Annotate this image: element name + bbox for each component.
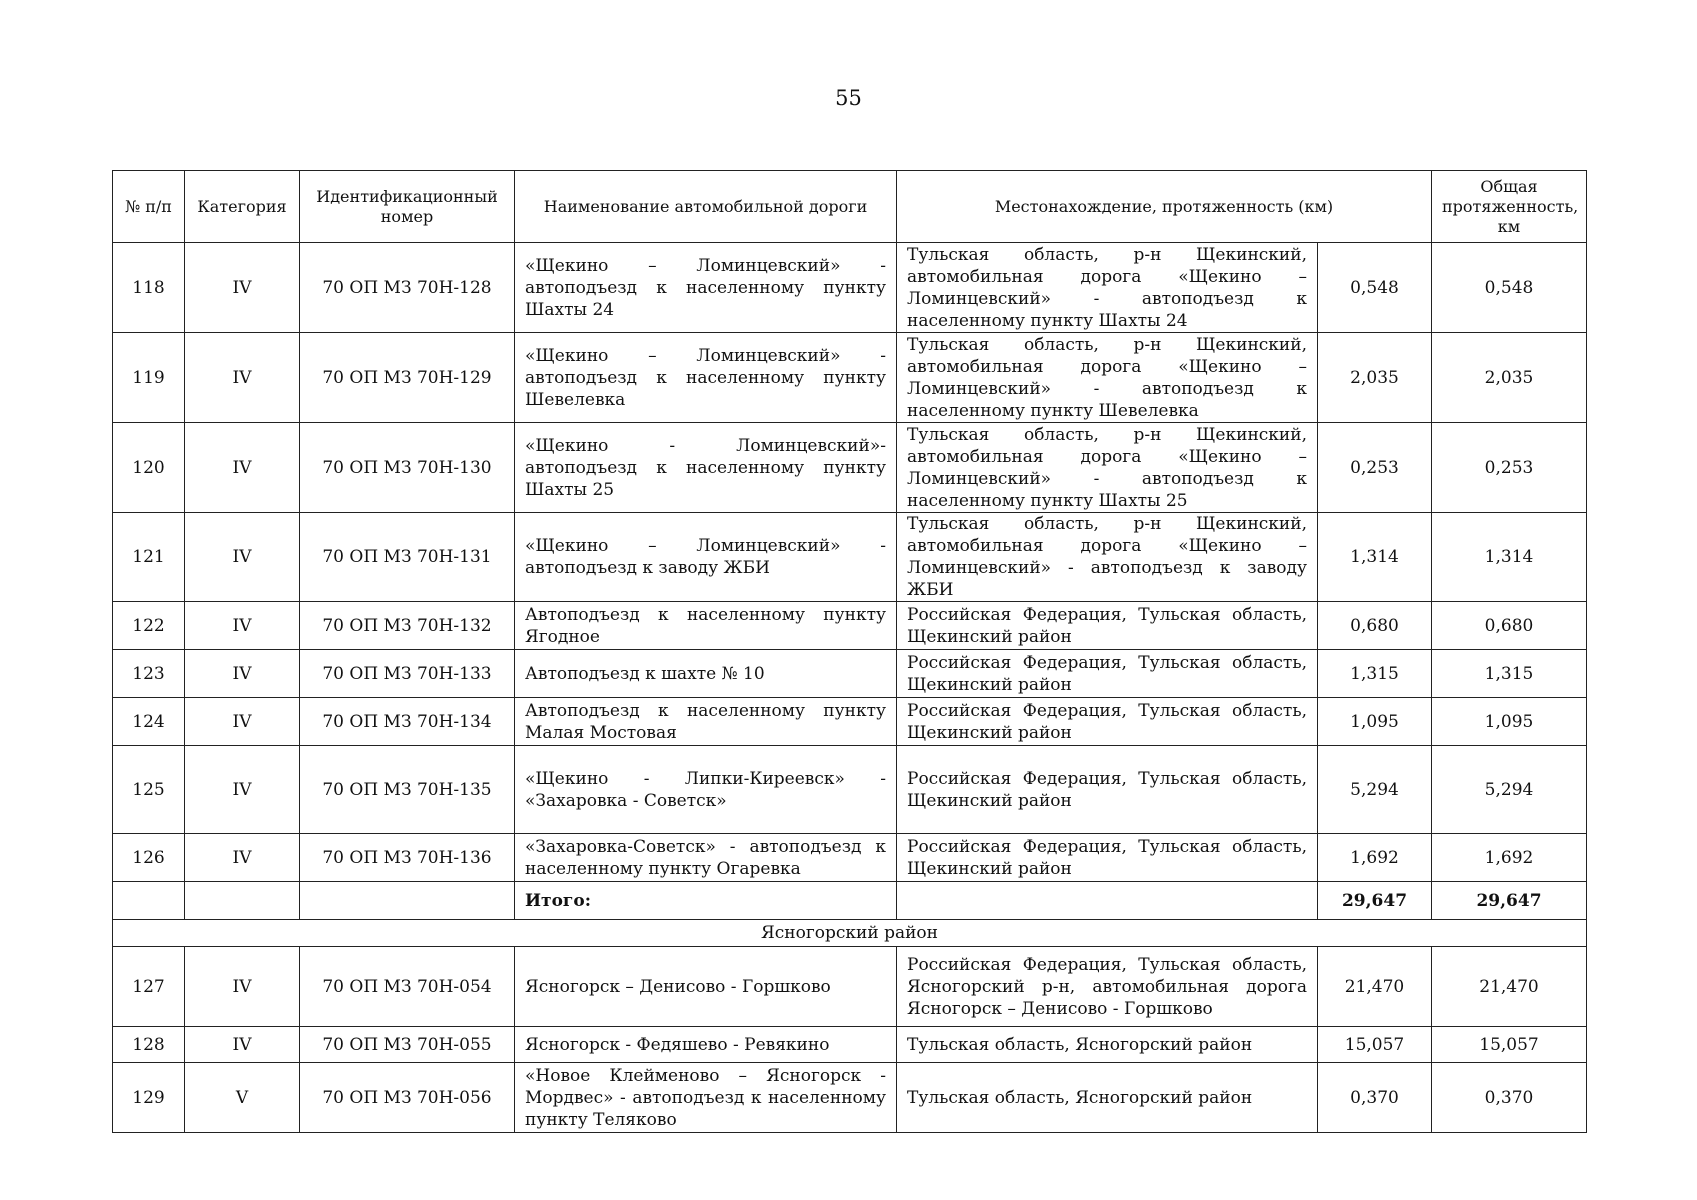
cell-num: 125 <box>113 746 185 834</box>
cell-name: «Щекино – Ломинцевский» - автоподъезд к населенному пункту Шевелевка <box>515 333 897 423</box>
cell-category: IV <box>185 834 300 882</box>
cell-length: 0,548 <box>1318 243 1432 333</box>
cell-id: 70 ОП МЗ 70Н-133 <box>300 650 515 698</box>
cell-num: 127 <box>113 947 185 1027</box>
cell-category: IV <box>185 698 300 746</box>
cell-num: 122 <box>113 602 185 650</box>
cell-location: Тульская область, Ясногорский район <box>897 1027 1318 1063</box>
header-row <box>113 171 1587 243</box>
cell-location: Тульская область, р-н Щекинский, автомобильная дорога «Щекино – Ломинцевский» - автоподъезд к населенному пункту Шахты 24 <box>897 243 1318 333</box>
cell-length: 1,095 <box>1318 698 1432 746</box>
cell-id: 70 ОП МЗ 70Н-131 <box>300 513 515 602</box>
cell-location: Российская Федерация, Тульская область, Щекинский район <box>897 698 1318 746</box>
header-location: Местонахождение, протяженность (км) <box>897 171 1432 243</box>
cell-category: IV <box>185 650 300 698</box>
subtotal-row <box>113 882 1587 920</box>
cell-num: 129 <box>113 1063 185 1133</box>
table-row <box>113 513 1587 602</box>
cell-category: IV <box>185 243 300 333</box>
cell-total: 0,253 <box>1432 423 1587 513</box>
cell-total: 15,057 <box>1432 1027 1587 1063</box>
roads-table <box>112 170 1587 1133</box>
cell-num: 120 <box>113 423 185 513</box>
cell-category: V <box>185 1063 300 1133</box>
cell-category: IV <box>185 746 300 834</box>
cell-name: «Захаровка-Советск» - автоподъезд к населенному пункту Огаревка <box>515 834 897 882</box>
cell-length: 15,057 <box>1318 1027 1432 1063</box>
table-row <box>113 947 1587 1027</box>
cell-id: 70 ОП МЗ 70Н-054 <box>300 947 515 1027</box>
cell-total: 0,548 <box>1432 243 1587 333</box>
cell-length: 0,370 <box>1318 1063 1432 1133</box>
cell-name: Ясногорск – Денисово - Горшково <box>515 947 897 1027</box>
cell-id: 70 ОП МЗ 70Н-130 <box>300 423 515 513</box>
cell-id: 70 ОП МЗ 70Н-128 <box>300 243 515 333</box>
district-heading: Ясногорский район <box>113 920 1587 947</box>
cell-num: 123 <box>113 650 185 698</box>
cell-length: 21,470 <box>1318 947 1432 1027</box>
header-category: Категория <box>185 171 300 243</box>
subtotal-total: 29,647 <box>1432 882 1587 920</box>
cell-location: Тульская область, Ясногорский район <box>897 1063 1318 1133</box>
cell-name: Автоподъезд к шахте № 10 <box>515 650 897 698</box>
cell-num: 128 <box>113 1027 185 1063</box>
cell-name: Автоподъезд к населенному пункту Ягодное <box>515 602 897 650</box>
cell-location: Российская Федерация, Тульская область, Щекинский район <box>897 602 1318 650</box>
cell-id: 70 ОП МЗ 70Н-132 <box>300 602 515 650</box>
cell-total: 21,470 <box>1432 947 1587 1027</box>
cell-location: Тульская область, р-н Щекинский, автомобильная дорога «Щекино – Ломинцевский» - автоподъезд к населенному пункту Шевелевка <box>897 333 1318 423</box>
cell-name: «Щекино - Ломинцевский»- автоподъезд к населенному пункту Шахты 25 <box>515 423 897 513</box>
header-num: № п/п <box>113 171 185 243</box>
subtotal-label: Итого: <box>515 882 897 920</box>
cell-total: 1,095 <box>1432 698 1587 746</box>
cell-id: 70 ОП МЗ 70Н-056 <box>300 1063 515 1133</box>
cell-location: Российская Федерация, Тульская область, Ясногорский р-н, автомобильная дорога Ясногорск – Денисово - Горшково <box>897 947 1318 1027</box>
cell-length: 5,294 <box>1318 746 1432 834</box>
cell-name: «Щекино – Ломинцевский» - автоподъезд к населенному пункту Шахты 24 <box>515 243 897 333</box>
cell-name: «Новое Клейменово – Ясногорск - Мордвес» - автоподъезд к населенному пункту Теляково <box>515 1063 897 1133</box>
cell-location: Тульская область, р-н Щекинский, автомобильная дорога «Щекино – Ломинцевский» - автоподъезд к заводу ЖБИ <box>897 513 1318 602</box>
cell-id: 70 ОП МЗ 70Н-055 <box>300 1027 515 1063</box>
cell-total: 1,692 <box>1432 834 1587 882</box>
cell-id: 70 ОП МЗ 70Н-134 <box>300 698 515 746</box>
table-row <box>113 602 1587 650</box>
cell-length: 1,692 <box>1318 834 1432 882</box>
cell-location: Российская Федерация, Тульская область, Щекинский район <box>897 834 1318 882</box>
cell-id: 70 ОП МЗ 70Н-136 <box>300 834 515 882</box>
cell-category: IV <box>185 513 300 602</box>
header-name: Наименование автомобильной дороги <box>515 171 897 243</box>
cell-name: Ясногорск - Федяшево - Ревякино <box>515 1027 897 1063</box>
cell-length: 0,680 <box>1318 602 1432 650</box>
table-row <box>113 1027 1587 1063</box>
cell-name: Автоподъезд к населенному пункту Малая Мостовая <box>515 698 897 746</box>
district-row <box>113 920 1587 947</box>
cell-total: 1,315 <box>1432 650 1587 698</box>
cell-total: 2,035 <box>1432 333 1587 423</box>
cell-total: 0,370 <box>1432 1063 1587 1133</box>
cell-location: Российская Федерация, Тульская область, Щекинский район <box>897 746 1318 834</box>
cell-num: 118 <box>113 243 185 333</box>
table-row <box>113 1063 1587 1133</box>
table-row <box>113 333 1587 423</box>
page-number: 55 <box>835 86 862 110</box>
cell-num: 119 <box>113 333 185 423</box>
cell-category: IV <box>185 423 300 513</box>
cell-id: 70 ОП МЗ 70Н-129 <box>300 333 515 423</box>
cell-location: Российская Федерация, Тульская область, Щекинский район <box>897 650 1318 698</box>
cell-length: 1,314 <box>1318 513 1432 602</box>
cell-num: 124 <box>113 698 185 746</box>
table-row <box>113 746 1587 834</box>
cell-total: 0,680 <box>1432 602 1587 650</box>
header-total: Общая протяженность, км <box>1432 171 1587 243</box>
cell-length: 2,035 <box>1318 333 1432 423</box>
cell-num: 121 <box>113 513 185 602</box>
table-row <box>113 423 1587 513</box>
table-row <box>113 834 1587 882</box>
cell-category: IV <box>185 947 300 1027</box>
cell-id: 70 ОП МЗ 70Н-135 <box>300 746 515 834</box>
cell-num: 126 <box>113 834 185 882</box>
header-id: Идентификационный номер <box>300 171 515 243</box>
cell-length: 0,253 <box>1318 423 1432 513</box>
subtotal-length: 29,647 <box>1318 882 1432 920</box>
cell-length: 1,315 <box>1318 650 1432 698</box>
table-row <box>113 243 1587 333</box>
cell-location: Тульская область, р-н Щекинский, автомобильная дорога «Щекино – Ломинцевский» - автоподъезд к населенному пункту Шахты 25 <box>897 423 1318 513</box>
cell-total: 1,314 <box>1432 513 1587 602</box>
cell-category: IV <box>185 1027 300 1063</box>
table-row <box>113 698 1587 746</box>
cell-name: «Щекино – Ломинцевский» - автоподъезд к заводу ЖБИ <box>515 513 897 602</box>
table-row <box>113 650 1587 698</box>
cell-name: «Щекино - Липки-Киреевск» - «Захаровка - Советск» <box>515 746 897 834</box>
cell-category: IV <box>185 333 300 423</box>
cell-category: IV <box>185 602 300 650</box>
cell-total: 5,294 <box>1432 746 1587 834</box>
